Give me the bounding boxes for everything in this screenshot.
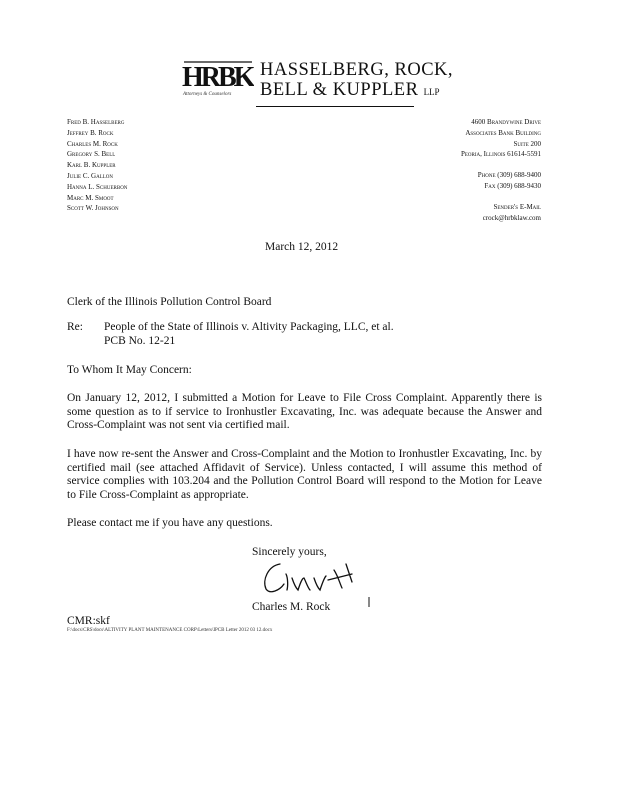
firm-logo bbox=[182, 60, 254, 96]
letterhead-divider bbox=[256, 106, 414, 107]
recipient: Clerk of the Illinois Pollution Control Board bbox=[67, 296, 272, 308]
signature bbox=[258, 556, 358, 596]
signer-name: Charles M. Rock bbox=[252, 601, 331, 613]
partner-name: Julie C. Gallon bbox=[67, 171, 114, 180]
email-label: Sender's E-Mail bbox=[493, 202, 541, 211]
firm-name bbox=[260, 60, 453, 102]
partner-name: Hanna L. Schuerbon bbox=[67, 182, 128, 191]
re-case-number: PCB No. 12-21 bbox=[104, 335, 176, 347]
paragraph-3: Please contact me if you have any questions. bbox=[67, 517, 273, 529]
closing: Sincerely yours, bbox=[252, 546, 327, 558]
re-subject: People of the State of Illinois v. Altivity Packaging, LLC, et al. bbox=[104, 321, 394, 333]
re-label: Re: bbox=[67, 321, 83, 333]
sender-email: crock@hrbklaw.com bbox=[482, 213, 541, 222]
address-line: Suite 200 bbox=[513, 139, 541, 148]
partner-name: Jeffrey B. Rock bbox=[67, 128, 114, 137]
partner-list bbox=[67, 117, 127, 214]
paragraph-2: I have now re-sent the Answer and Cross-Complaint and the Motion to Ironhustler Excavating, Inc. by certified mail (see attached Affidavit of Service). Unless contacted, I will assume this method of service complies with 103.204 and the Pollution Control Board will respond to the Motion for Leave to File Cross-Complaint as appropriate. bbox=[67, 448, 542, 501]
svg-text:HRBK: HRBK bbox=[182, 62, 253, 93]
address-line: Peoria, Illinois 61614-5591 bbox=[460, 150, 541, 159]
address-line: 4600 Brandywine Drive bbox=[471, 118, 541, 126]
partner-name: Gregory S. Bell bbox=[67, 150, 116, 159]
fax-number: Fax (309) 688-9430 bbox=[484, 181, 541, 190]
partner-name: Charles M. Rock bbox=[67, 139, 118, 148]
firm-tagline: Attorneys & Counselors bbox=[183, 92, 232, 97]
address-line: Associates Bank Building bbox=[465, 128, 541, 137]
firm-suffix: LLP bbox=[423, 87, 440, 97]
phone-number: Phone (309) 688-9400 bbox=[477, 171, 541, 180]
partner-name: Karl B. Kuppler bbox=[67, 161, 116, 170]
partner-name: Scott W. Johnson bbox=[67, 204, 119, 213]
letter-date: March 12, 2012 bbox=[265, 241, 339, 253]
handwritten-mark bbox=[367, 594, 371, 604]
document-file-path: F:\docs\CRS\docs\ALTIVITY PLANT MAINTENANCE CORP\Letters\IPCB Letter 2012 03 12.docx bbox=[67, 628, 273, 633]
partner-name: Marc M. Smoot bbox=[67, 193, 114, 202]
reference-initials: CMR:skf bbox=[67, 615, 110, 627]
paragraph-1: On January 12, 2012, I submitted a Motion for Leave to File Cross Complaint. Apparently there is some question as to if service to Ironhustler Excavating, Inc. was adequate because the Answer and Cross-Complaint was not sent via certified mail. bbox=[67, 392, 542, 431]
firm-address-block bbox=[461, 117, 541, 223]
firm-name-line2: BELL & KUPPLER bbox=[260, 80, 419, 100]
firm-name-line1: HASSELBERG, ROCK, bbox=[260, 60, 454, 80]
salutation: To Whom It May Concern: bbox=[67, 364, 192, 376]
partner-name: Fred B. Hasselberg bbox=[67, 118, 125, 126]
